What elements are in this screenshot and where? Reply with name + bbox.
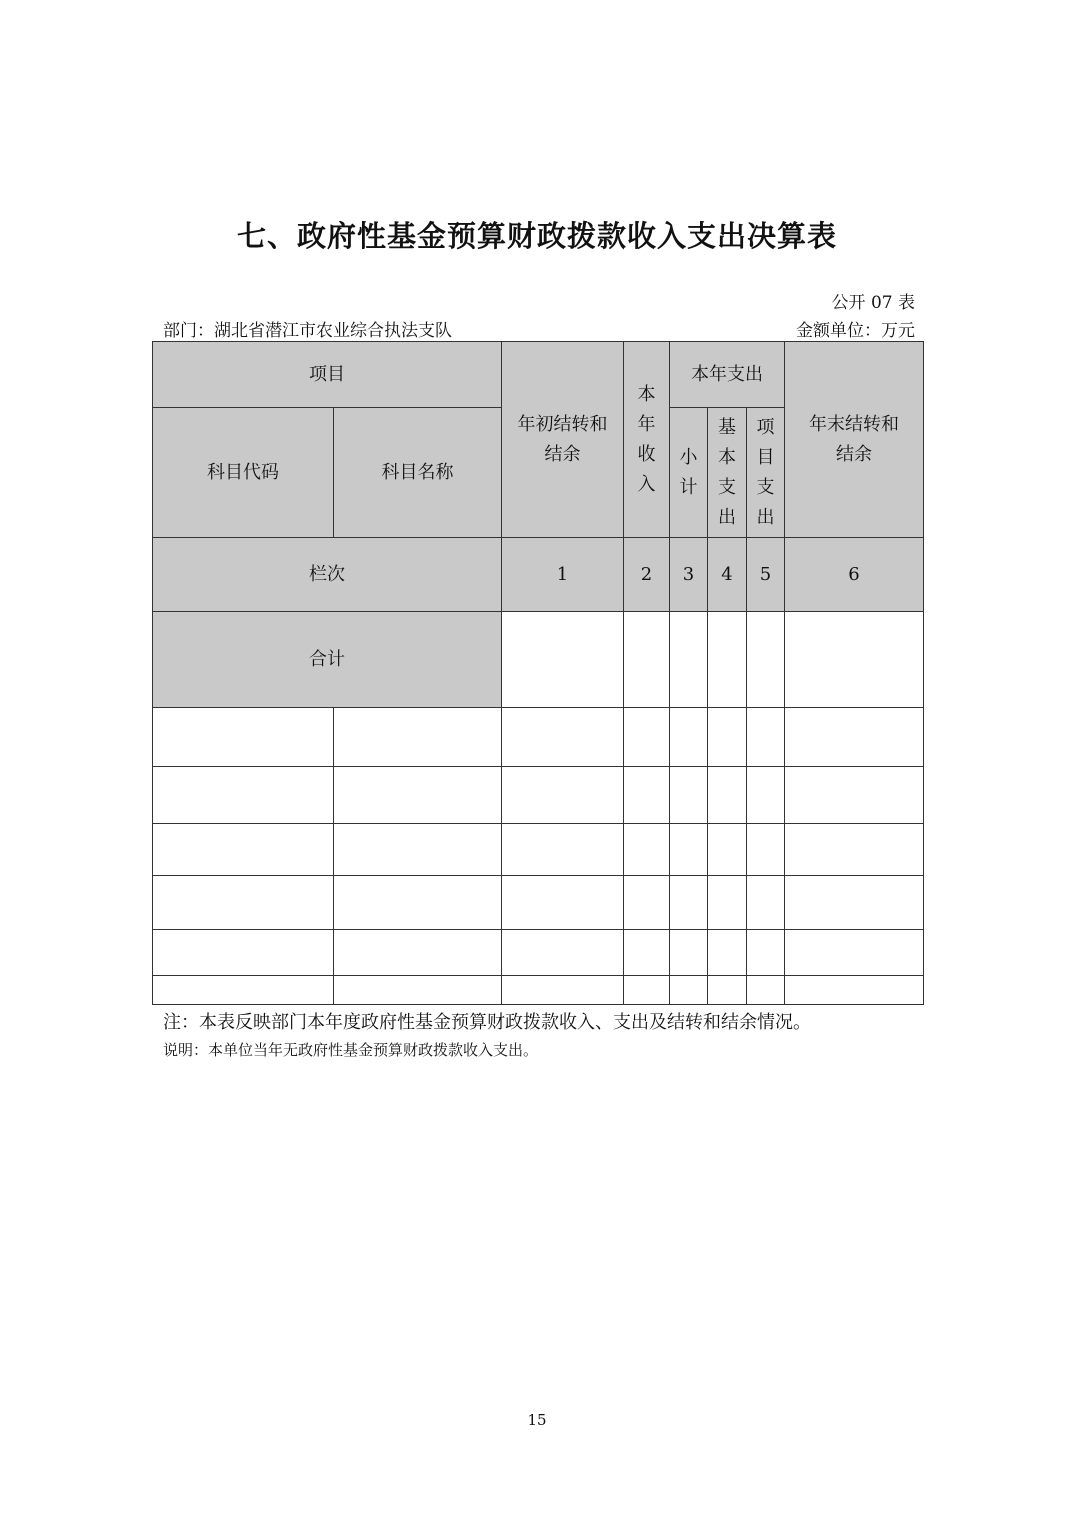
table-cell xyxy=(624,876,670,930)
table-cell xyxy=(624,976,670,1005)
table-cell xyxy=(153,824,334,876)
table-cell xyxy=(747,976,785,1005)
budget-table xyxy=(152,341,924,1005)
department-label: 部门：湖北省潜江市农业综合执法支队 xyxy=(163,321,452,341)
table-cell xyxy=(708,824,747,876)
header-income: 本 年 收 入 xyxy=(624,342,670,538)
table-cell xyxy=(708,708,747,767)
table-cell xyxy=(785,767,924,824)
table-cell xyxy=(153,876,334,930)
table-cell xyxy=(502,767,624,824)
table-row xyxy=(153,767,924,824)
table-cell xyxy=(670,612,708,708)
table-cell xyxy=(670,767,708,824)
column-number: 5 xyxy=(747,538,785,612)
table-cell xyxy=(502,708,624,767)
header-item: 项目 xyxy=(153,342,502,408)
table-row xyxy=(153,708,924,767)
column-number: 3 xyxy=(670,538,708,612)
table-cell xyxy=(153,767,334,824)
table-cell xyxy=(624,824,670,876)
form-number: 公开 07 表 xyxy=(831,293,915,313)
table-cell xyxy=(747,612,785,708)
column-number: 1 xyxy=(502,538,624,612)
table-cell xyxy=(624,767,670,824)
table-cell xyxy=(334,767,502,824)
total-label: 合计 xyxy=(153,612,502,708)
header-closing-balance: 年末结转和 结余 xyxy=(785,342,924,538)
column-number: 6 xyxy=(785,538,924,612)
table-cell xyxy=(334,824,502,876)
table-cell xyxy=(708,612,747,708)
table-cell xyxy=(785,708,924,767)
header-subtotal: 小 计 xyxy=(670,408,708,538)
header-expense: 本年支出 xyxy=(670,342,785,408)
table-cell xyxy=(153,976,334,1005)
table-row xyxy=(153,876,924,930)
table-cell xyxy=(624,930,670,976)
table-cell xyxy=(334,876,502,930)
table-cell xyxy=(747,767,785,824)
table-cell xyxy=(785,930,924,976)
table-cell xyxy=(708,930,747,976)
table-cell xyxy=(670,708,708,767)
table-cell xyxy=(502,930,624,976)
explanation-note: 说明：本单位当年无政府性基金预算财政拨款收入支出。 xyxy=(163,1041,539,1059)
column-number-label: 栏次 xyxy=(153,538,502,612)
table-cell xyxy=(502,824,624,876)
table-cell xyxy=(624,708,670,767)
table-cell xyxy=(624,612,670,708)
table-row xyxy=(153,976,924,1005)
header-project-expense: 项 目 支 出 xyxy=(747,408,785,538)
table-row xyxy=(153,824,924,876)
table-cell xyxy=(670,976,708,1005)
table-note: 注：本表反映部门本年度政府性基金预算财政拨款收入、支出及结转和结余情况。 xyxy=(163,1012,811,1033)
table-cell xyxy=(670,930,708,976)
table-cell xyxy=(747,930,785,976)
total-row xyxy=(153,612,924,708)
table-cell xyxy=(785,824,924,876)
table-cell xyxy=(334,930,502,976)
table-cell xyxy=(785,976,924,1005)
table-cell xyxy=(785,612,924,708)
table-cell xyxy=(708,876,747,930)
table-cell xyxy=(502,612,624,708)
header-code: 科目代码 xyxy=(153,408,334,538)
table-cell xyxy=(334,708,502,767)
table-cell xyxy=(153,930,334,976)
amount-unit: 金额单位：万元 xyxy=(796,321,915,341)
column-number: 4 xyxy=(708,538,747,612)
table-cell xyxy=(708,767,747,824)
header-opening-balance: 年初结转和 结余 xyxy=(502,342,624,538)
table-row xyxy=(153,930,924,976)
table-cell xyxy=(153,708,334,767)
table-cell xyxy=(747,824,785,876)
table-cell xyxy=(334,976,502,1005)
table-cell xyxy=(670,824,708,876)
column-number: 2 xyxy=(624,538,670,612)
table-cell xyxy=(670,876,708,930)
page-title: 七、政府性基金预算财政拨款收入支出决算表 xyxy=(236,219,837,253)
header-basic-expense: 基 本 支 出 xyxy=(708,408,747,538)
table-cell xyxy=(502,876,624,930)
table-cell xyxy=(708,976,747,1005)
table-cell xyxy=(747,708,785,767)
table-cell xyxy=(747,876,785,930)
header-name: 科目名称 xyxy=(334,408,502,538)
page-number: 15 xyxy=(527,1411,547,1429)
table-cell xyxy=(785,876,924,930)
table-cell xyxy=(502,976,624,1005)
